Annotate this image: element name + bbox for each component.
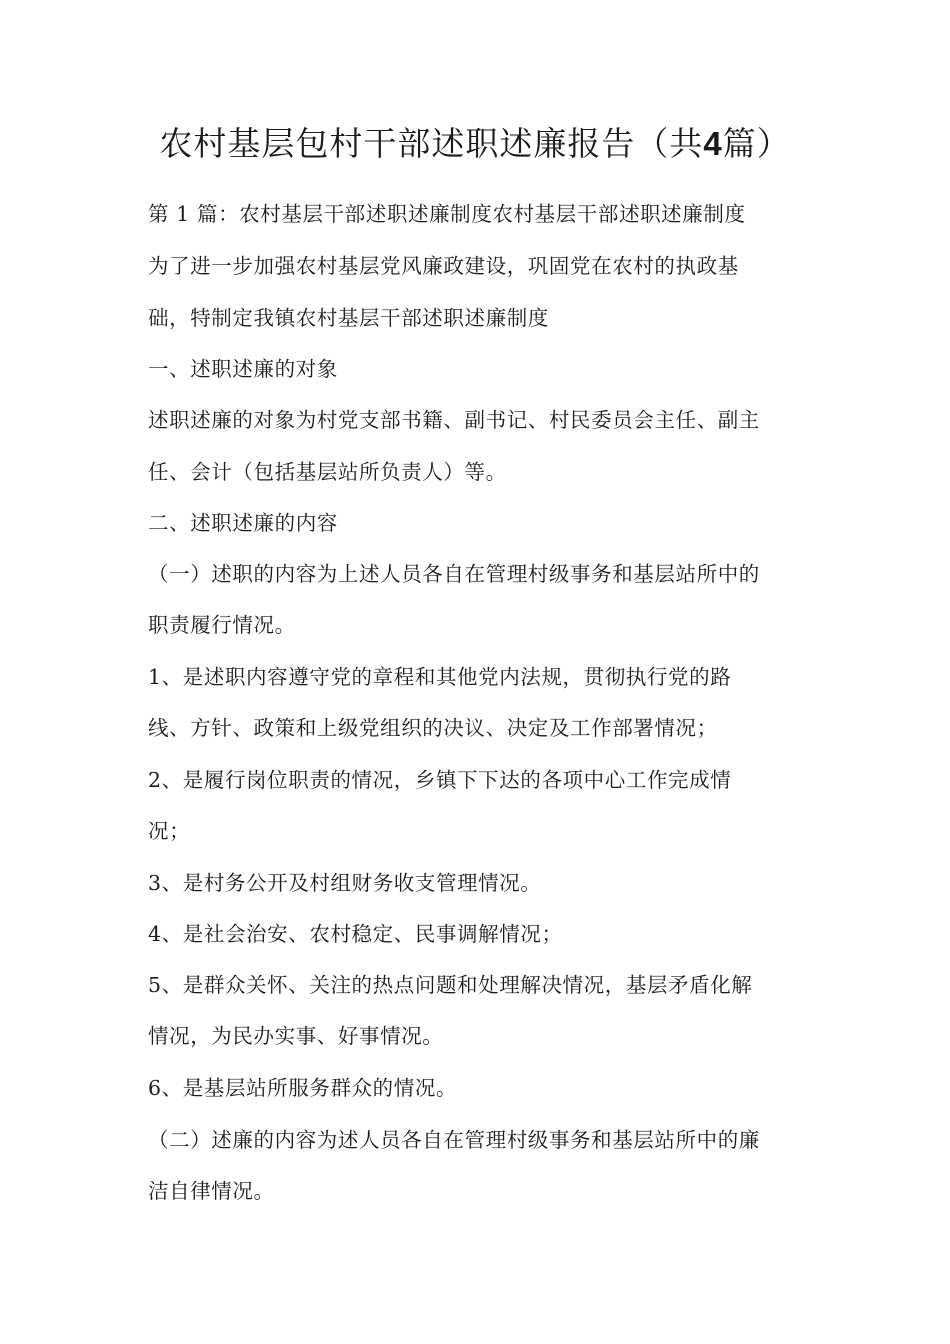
paragraph-line: 况；: [148, 819, 191, 843]
paragraph-line: （二）述廉的内容为述人员各自在管理村级事务和基层站所中的廉: [148, 1128, 760, 1152]
list-item: 6、是基层站所服务群众的情况。: [148, 1076, 458, 1100]
list-item: 2、是履行岗位职责的情况，乡镇下下达的各项中心工作完成情: [148, 768, 732, 792]
section-heading: 一、述职述廉的对象: [148, 357, 338, 381]
title-prefix: 农村基层包村干部述职述廉报告（共: [159, 124, 704, 163]
paragraph-line: 第 1 篇：农村基层干部述职述廉制度农村基层干部述职述廉制度: [148, 202, 746, 226]
list-item: 5、是群众关怀、关注的热点问题和处理解决情况，基层矛盾化解: [148, 973, 753, 997]
paragraph-line: 职责履行情况。: [148, 613, 296, 637]
title-number: 4: [703, 125, 723, 162]
list-item: 3、是村务公开及村组财务收支管理情况。: [148, 871, 542, 895]
paragraph-line: 情况，为民办实事、好事情况。: [148, 1024, 444, 1048]
paragraph-line: 洁自律情况。: [148, 1179, 275, 1203]
paragraph-line: （一）述职的内容为上述人员各自在管理村级事务和基层站所中的: [148, 562, 760, 586]
section-heading: 二、述职述廉的内容: [148, 511, 338, 535]
document-title: [0, 118, 950, 170]
paragraph-line: 础，特制定我镇农村基层干部述职述廉制度: [148, 306, 549, 330]
paragraph-line: 任、会计（包括基层站所负责人）等。: [148, 460, 507, 484]
list-item: 1、是述职内容遵守党的章程和其他党内法规，贯彻执行党的路: [148, 665, 732, 689]
list-item: 4、是社会治安、农村稳定、民事调解情况；: [148, 922, 563, 946]
paragraph-line: 为了进一步加强农村基层党风廉政建设，巩固党在农村的执政基: [148, 254, 739, 278]
title-suffix: 篇）: [722, 124, 791, 163]
paragraph-line: 线、方针、政策和上级党组织的决议、决定及工作部署情况；: [148, 716, 718, 740]
paragraph-line: 述职述廉的对象为村党支部书籍、副书记、村民委员会主任、副主: [148, 408, 760, 432]
